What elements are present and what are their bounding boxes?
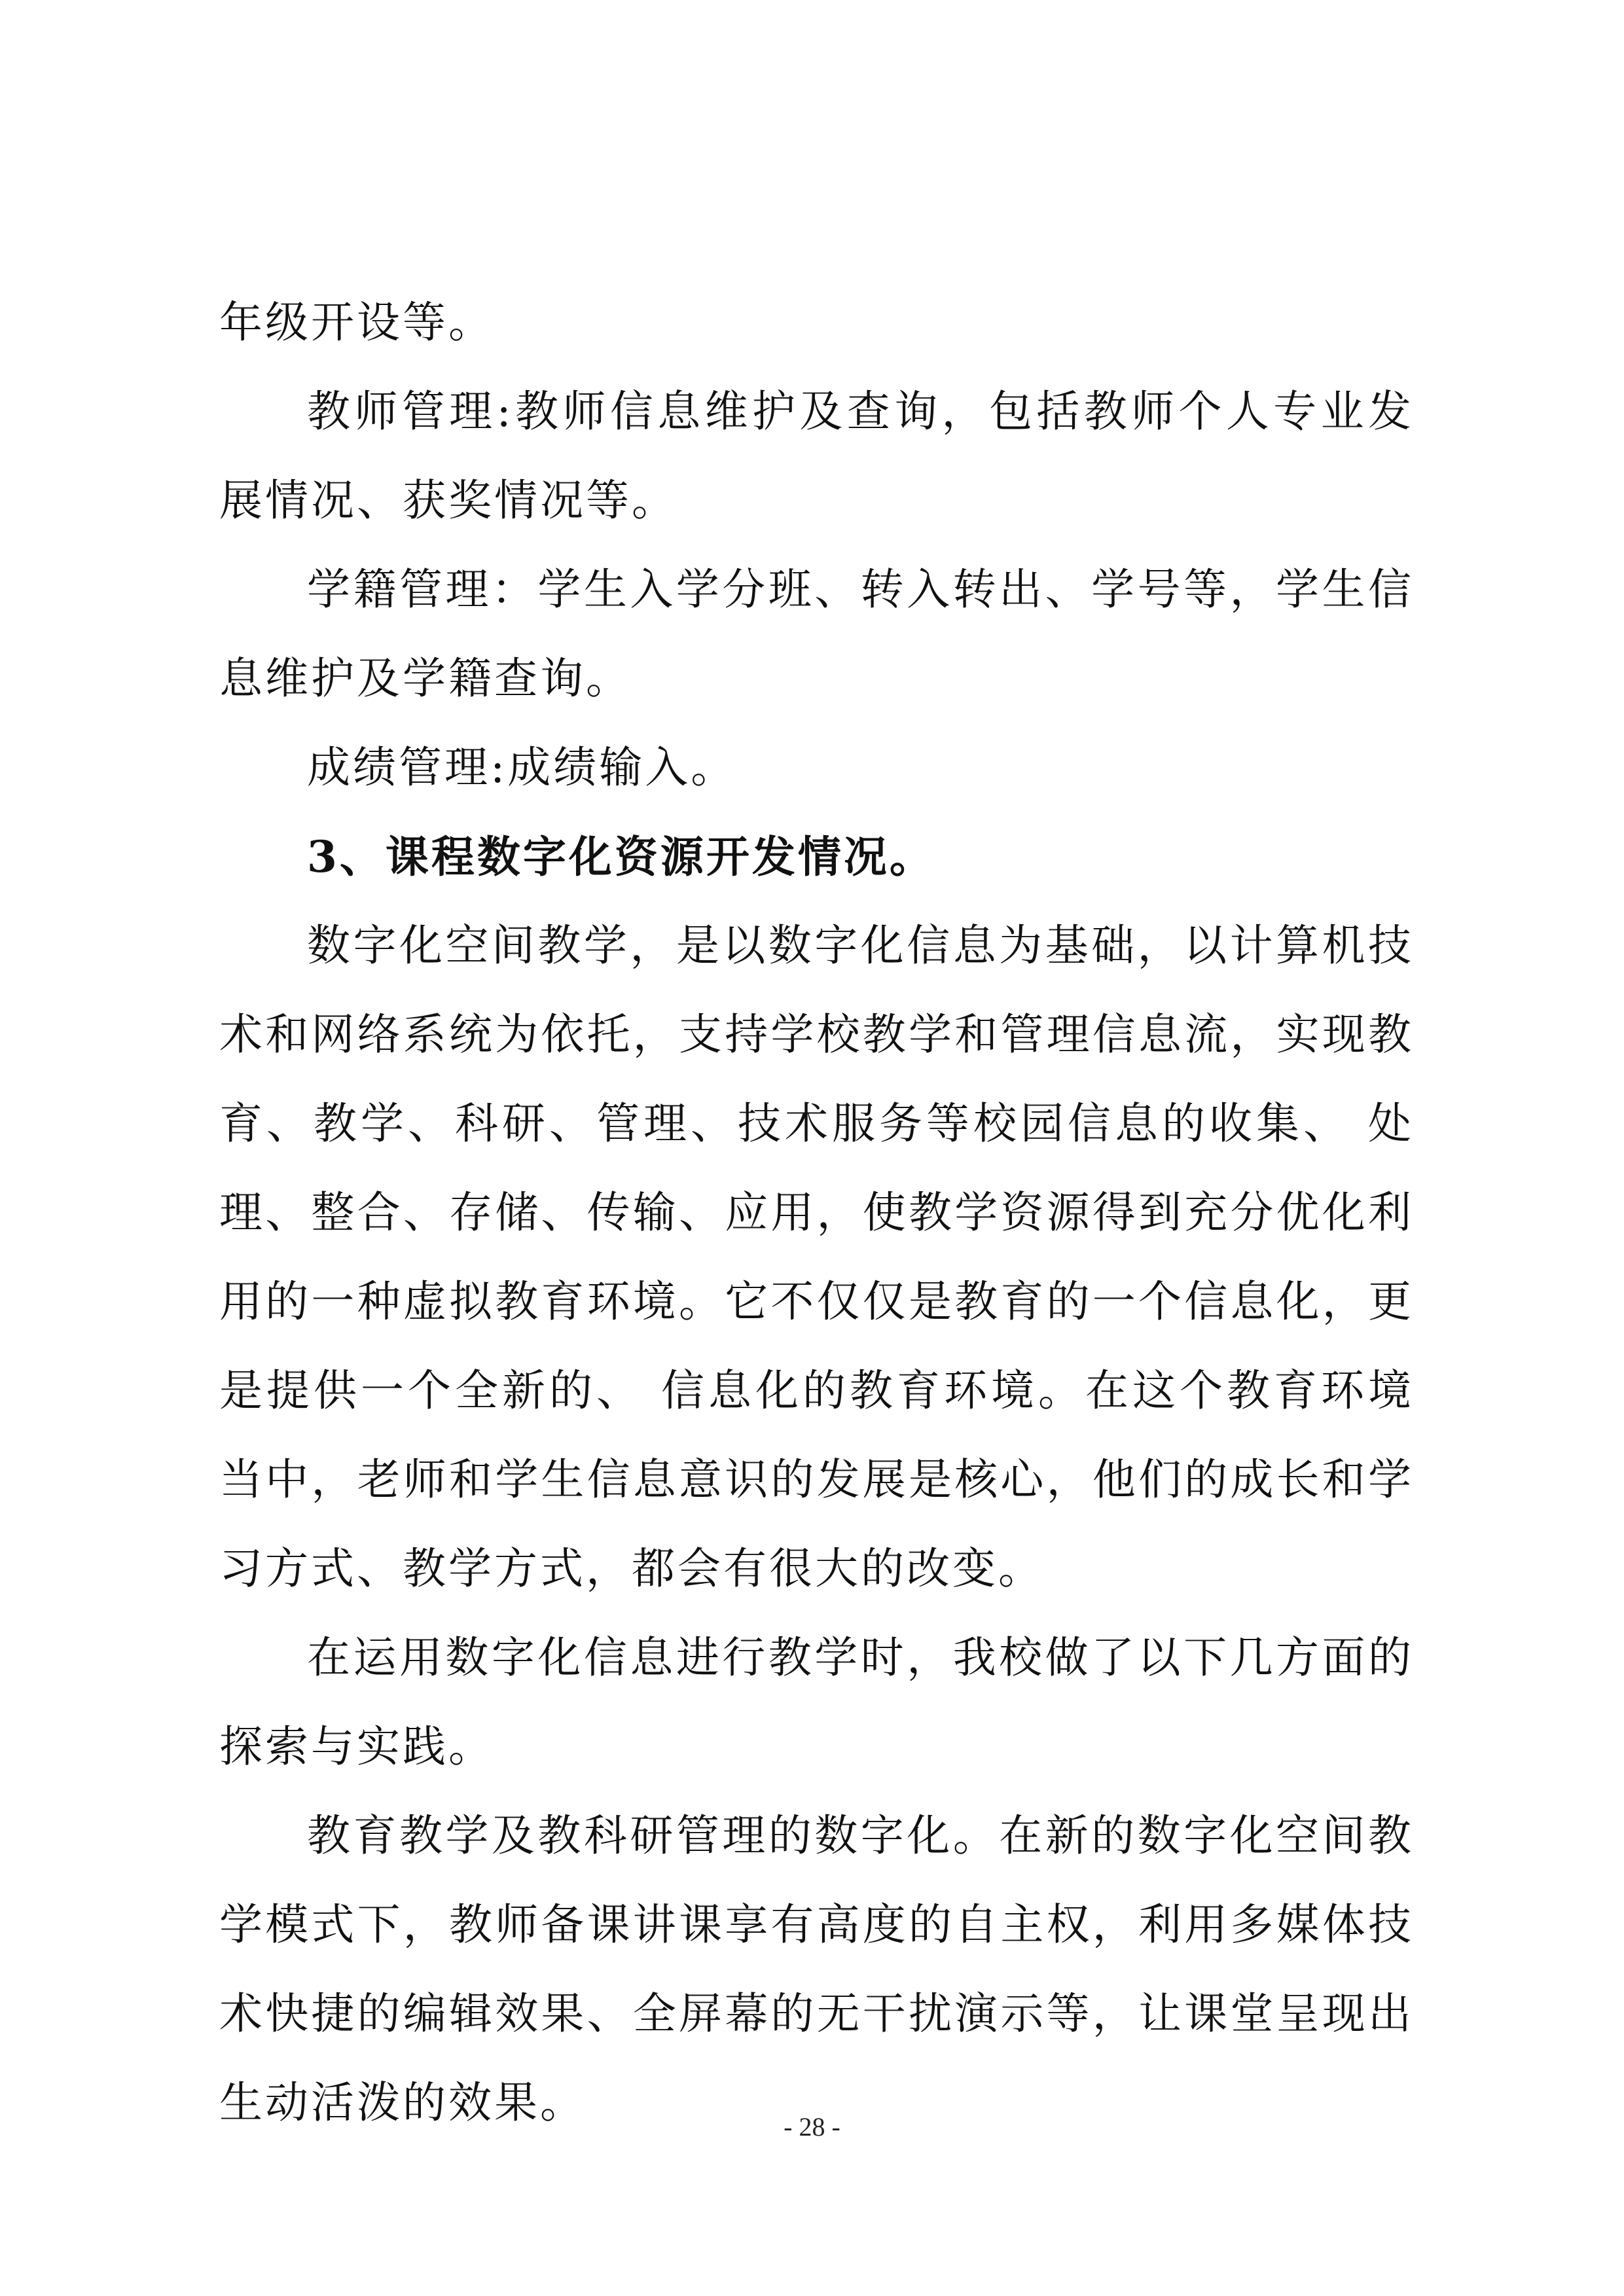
paragraph-exploration: 在运用数字化信息进行教学时，我校做了以下几方面的探索与实践。 <box>219 1632 1414 1772</box>
paragraph-research-management: 教育教学及教科研管理的数字化。在新的数字化空间教学模式下，教师备课讲课享有高度的自主权，利用多媒体技术快捷的编辑效果、全屏幕的无干扰演示等，让课堂呈现出生动活泼的效果。 <box>219 1810 1414 2128</box>
paragraph-continuation: 年级开设等。 <box>219 297 494 348</box>
paragraph-student-records: 学籍管理：学生入学分班、转入转出、学号等，学生信息维护及学籍查询。 <box>219 564 1414 704</box>
page-number: - 28 - <box>784 2112 840 2142</box>
paragraph-teacher-management: 教师管理:教师信息维护及查询，包括教师个人专业发展情况、获奖情况等。 <box>219 386 1414 526</box>
paragraph-digital-teaching: 数字化空间教学，是以数字化信息为基础，以计算机技术和网络系统为依托，支持学校教学和管理信息流，实现教育、教学、科研、管理、技术服务等校园信息的收集、 处理、整合、存储、传输、应用，使教学资源得到充分优化利用的一种虚拟教育环境。它不仅仅是教育的一个信息化，更是提供一个全新的、 信息化的教育环境。在这个教育环境当中，老师和学生信息意识的发展是核心，他们的成长和学习方式、教学方式，都会有很大的改变。 <box>219 920 1414 1594</box>
section-heading: 3、课程数字化资源开发情况。 <box>307 831 935 882</box>
paragraph-grade-management: 成绩管理:成绩输入。 <box>307 742 737 793</box>
page-body <box>219 278 1414 2147</box>
